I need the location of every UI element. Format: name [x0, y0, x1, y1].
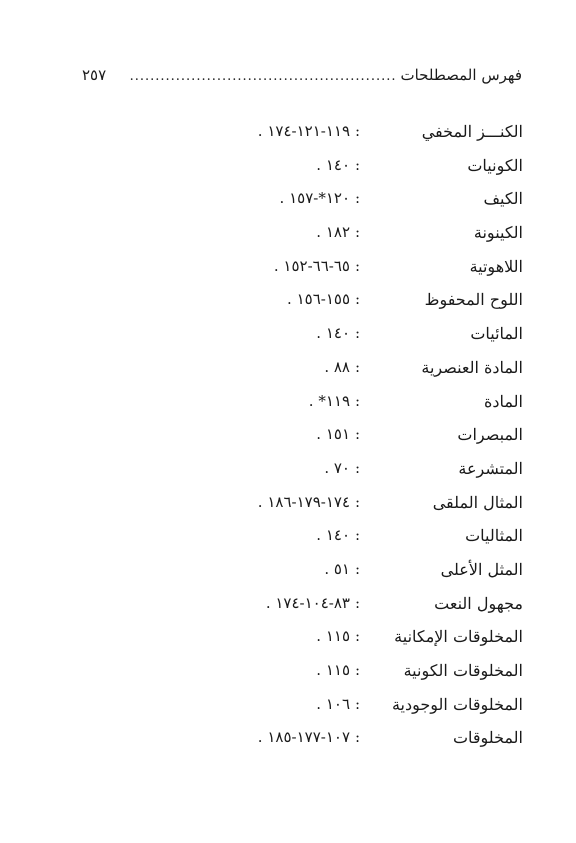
entry-colon: :: [355, 694, 361, 713]
entry-colon: :: [355, 425, 361, 444]
index-entry: [0, 590, 576, 624]
entry-term: المتشرعة: [458, 458, 523, 478]
entry-term: المادة العنصرية: [421, 357, 523, 377]
entry-term: الكنـــز المخفي: [421, 122, 523, 141]
entry-page-refs: ١٠٧-١٧٧-١٨٥ .: [257, 728, 350, 747]
index-entry: [0, 556, 576, 590]
index-entry: [0, 691, 576, 725]
index-entry: [0, 286, 576, 320]
entry-term: الكيف: [483, 189, 523, 209]
entry-page-refs: ١٠٦ .: [316, 694, 350, 713]
entry-page-refs: ٦٥-٦٦-١٥٢ .: [273, 256, 350, 275]
index-entry: [0, 455, 576, 489]
entry-page-refs: ١١٥ .: [316, 661, 350, 679]
entry-colon: :: [355, 661, 361, 679]
entry-page-refs: ١٤٠ .: [316, 324, 350, 343]
entry-colon: :: [355, 593, 361, 612]
index-entries-list: [0, 118, 576, 758]
entry-term: الكونيات: [467, 155, 523, 175]
entry-page-refs: ١٧٤-١٧٩-١٨٦ .: [257, 492, 350, 511]
entry-term: المخلوقات الوجودية: [391, 694, 523, 714]
entry-term: المبصرات: [457, 425, 523, 445]
entry-page-refs: ١٨٢ .: [316, 223, 350, 242]
entry-colon: :: [355, 324, 361, 343]
entry-page-refs: ٧٠ .: [324, 458, 350, 477]
index-entry: [0, 388, 576, 422]
index-entry: [0, 253, 576, 287]
entry-page-refs: ١٤٠ .: [316, 155, 350, 174]
entry-page-refs: ١٢٠*-١٥٧ .: [279, 189, 350, 208]
entry-term: الكينونة: [473, 223, 523, 243]
index-entry: [0, 489, 576, 523]
entry-page-refs: ١١٥ .: [316, 627, 350, 646]
index-entry: [0, 354, 576, 388]
entry-colon: :: [355, 357, 361, 376]
entry-colon: :: [355, 492, 361, 511]
entry-term: المخلوقات الإمكانية: [394, 627, 523, 647]
index-entry: [0, 185, 576, 219]
entry-page-refs: ٥١ .: [324, 559, 350, 578]
entry-colon: :: [355, 728, 361, 747]
entry-page-refs: ٨٣-١٠٤-١٧٤ .: [265, 593, 350, 612]
entry-page-refs: ١٥٥-١٥٦ .: [287, 290, 350, 309]
entry-page-refs: ٨٨ .: [324, 357, 350, 376]
running-head: [82, 66, 522, 90]
entry-colon: :: [355, 122, 361, 140]
entry-colon: :: [355, 526, 361, 545]
entry-colon: :: [355, 391, 361, 410]
index-entry: [0, 118, 576, 152]
index-entry: [0, 724, 576, 758]
entry-term: المادة: [484, 391, 523, 411]
entry-page-refs: ١٥١ .: [316, 425, 350, 444]
index-entry: [0, 152, 576, 186]
running-head-title: فهرس المصطلحات: [400, 66, 522, 84]
index-entry: [0, 623, 576, 657]
entry-term: المثال الملقى: [432, 492, 523, 512]
entry-colon: :: [355, 458, 361, 477]
entry-term: المخلوقات: [452, 728, 523, 748]
entry-term: المثل الأعلى: [440, 559, 523, 579]
entry-term: المثاليات: [465, 526, 523, 546]
entry-term: اللوح المحفوظ: [424, 290, 523, 310]
index-entry: [0, 657, 576, 691]
entry-page-refs: ١١٩* .: [308, 391, 350, 410]
entry-colon: :: [355, 223, 361, 242]
entry-page-refs: ١٤٠ .: [316, 526, 350, 545]
entry-colon: :: [355, 155, 361, 174]
index-entry: [0, 522, 576, 556]
entry-term: المائيات: [470, 324, 523, 344]
dot-leader: ....................................................: [129, 70, 397, 83]
index-entry: [0, 421, 576, 455]
entry-colon: :: [355, 256, 361, 275]
entry-colon: :: [355, 290, 361, 309]
entry-colon: :: [355, 627, 361, 646]
index-entry: [0, 219, 576, 253]
entry-colon: :: [355, 559, 361, 578]
entry-page-refs: ١١٩-١٢١-١٧٤ .: [257, 122, 350, 140]
entry-term: اللاهوتية: [469, 256, 523, 276]
entry-term: المخلوقات الكونية: [403, 661, 523, 680]
page-number: ٢٥٧: [82, 66, 107, 84]
entry-term: مجهول النعت: [434, 593, 523, 613]
index-entry: [0, 320, 576, 354]
entry-colon: :: [355, 189, 361, 208]
